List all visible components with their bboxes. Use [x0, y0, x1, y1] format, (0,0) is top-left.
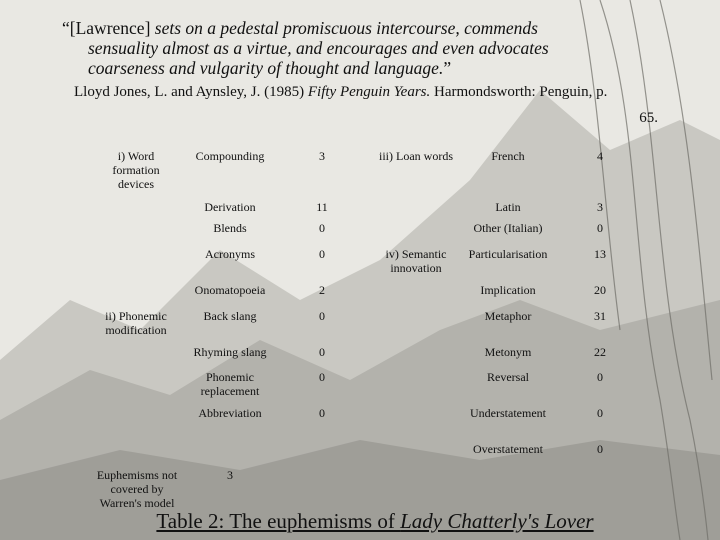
citation-authors: Lloyd Jones, L. and Aynsley, J. (1985) — [74, 84, 305, 100]
device-back-slang: Back slang — [203, 309, 257, 323]
device-blends: Blends — [213, 221, 247, 235]
caption-prefix: Table 2: The euphemisms of — [156, 509, 401, 533]
count-latin: 3 — [597, 200, 603, 214]
count-derivation: 11 — [316, 200, 328, 214]
count-particularisation: 13 — [594, 247, 606, 261]
device-latin: Latin — [495, 200, 521, 214]
device-metaphor: Metaphor — [484, 309, 532, 323]
category-word-formation: i) Word formation devices — [112, 149, 160, 191]
category-not-covered: Euphemisms not covered by Warren's model — [96, 468, 178, 510]
device-reversal: Reversal — [487, 370, 529, 384]
device-compounding: Compounding — [195, 149, 265, 163]
count-other-italian: 0 — [597, 221, 603, 235]
device-french: French — [491, 149, 525, 163]
category-phonemic-modification: ii) Phonemic modification — [105, 309, 167, 337]
count-compounding: 3 — [319, 149, 325, 163]
count-metaphor: 31 — [594, 309, 606, 323]
count-not-covered: 3 — [227, 468, 233, 482]
citation-title: Fifty Penguin Years. — [307, 84, 431, 100]
device-onomatopoeia: Onomatopoeia — [194, 283, 266, 297]
category-semantic-innovation: iv) Semantic innovation — [385, 247, 447, 275]
count-metonym: 22 — [594, 345, 606, 359]
citation-publisher: Harmondsworth: Penguin, p. — [434, 84, 608, 100]
count-back-slang: 0 — [319, 309, 325, 323]
device-metonym: Metonym — [484, 345, 532, 359]
count-rhyming-slang: 0 — [319, 345, 325, 359]
count-phonemic-replacement: 0 — [319, 370, 325, 384]
quote-line-2: sensuality almost as a virtue, and encourages and even advocates — [88, 38, 549, 58]
quote-close-mark: ” — [443, 58, 452, 78]
table-caption — [110, 509, 640, 534]
device-phonemic-replacement: Phonemic replacement — [200, 370, 260, 398]
count-understatement: 0 — [597, 406, 603, 420]
device-rhyming-slang: Rhyming slang — [193, 345, 267, 359]
citation — [74, 82, 658, 126]
quote-line-1: sets on a pedestal promiscuous intercourse, commends — [154, 18, 538, 38]
device-other-italian: Other (Italian) — [473, 221, 543, 235]
count-acronyms: 0 — [319, 247, 325, 261]
quote-line-3: coarseness and vulgarity of thought and language. — [88, 58, 444, 78]
citation-page: 65. — [639, 110, 658, 126]
count-onomatopoeia: 2 — [319, 283, 325, 297]
device-derivation: Derivation — [204, 200, 256, 214]
count-overstatement: 0 — [597, 442, 603, 456]
count-blends: 0 — [319, 221, 325, 235]
count-abbreviation: 0 — [319, 406, 325, 420]
device-implication: Implication — [480, 283, 536, 297]
count-french: 4 — [597, 149, 603, 163]
device-particularisation: Particularisation — [468, 247, 548, 261]
count-implication: 20 — [594, 283, 606, 297]
category-loan-words: iii) Loan words — [379, 149, 453, 163]
caption-title: Lady Chatterly's Lover — [400, 509, 594, 533]
device-understatement: Understatement — [470, 406, 546, 420]
device-acronyms: Acronyms — [205, 247, 255, 261]
count-reversal: 0 — [597, 370, 603, 384]
quote-attribution: “[Lawrence] — [62, 18, 151, 38]
device-overstatement: Overstatement — [473, 442, 543, 456]
device-abbreviation: Abbreviation — [198, 406, 262, 420]
quotation — [62, 18, 658, 78]
